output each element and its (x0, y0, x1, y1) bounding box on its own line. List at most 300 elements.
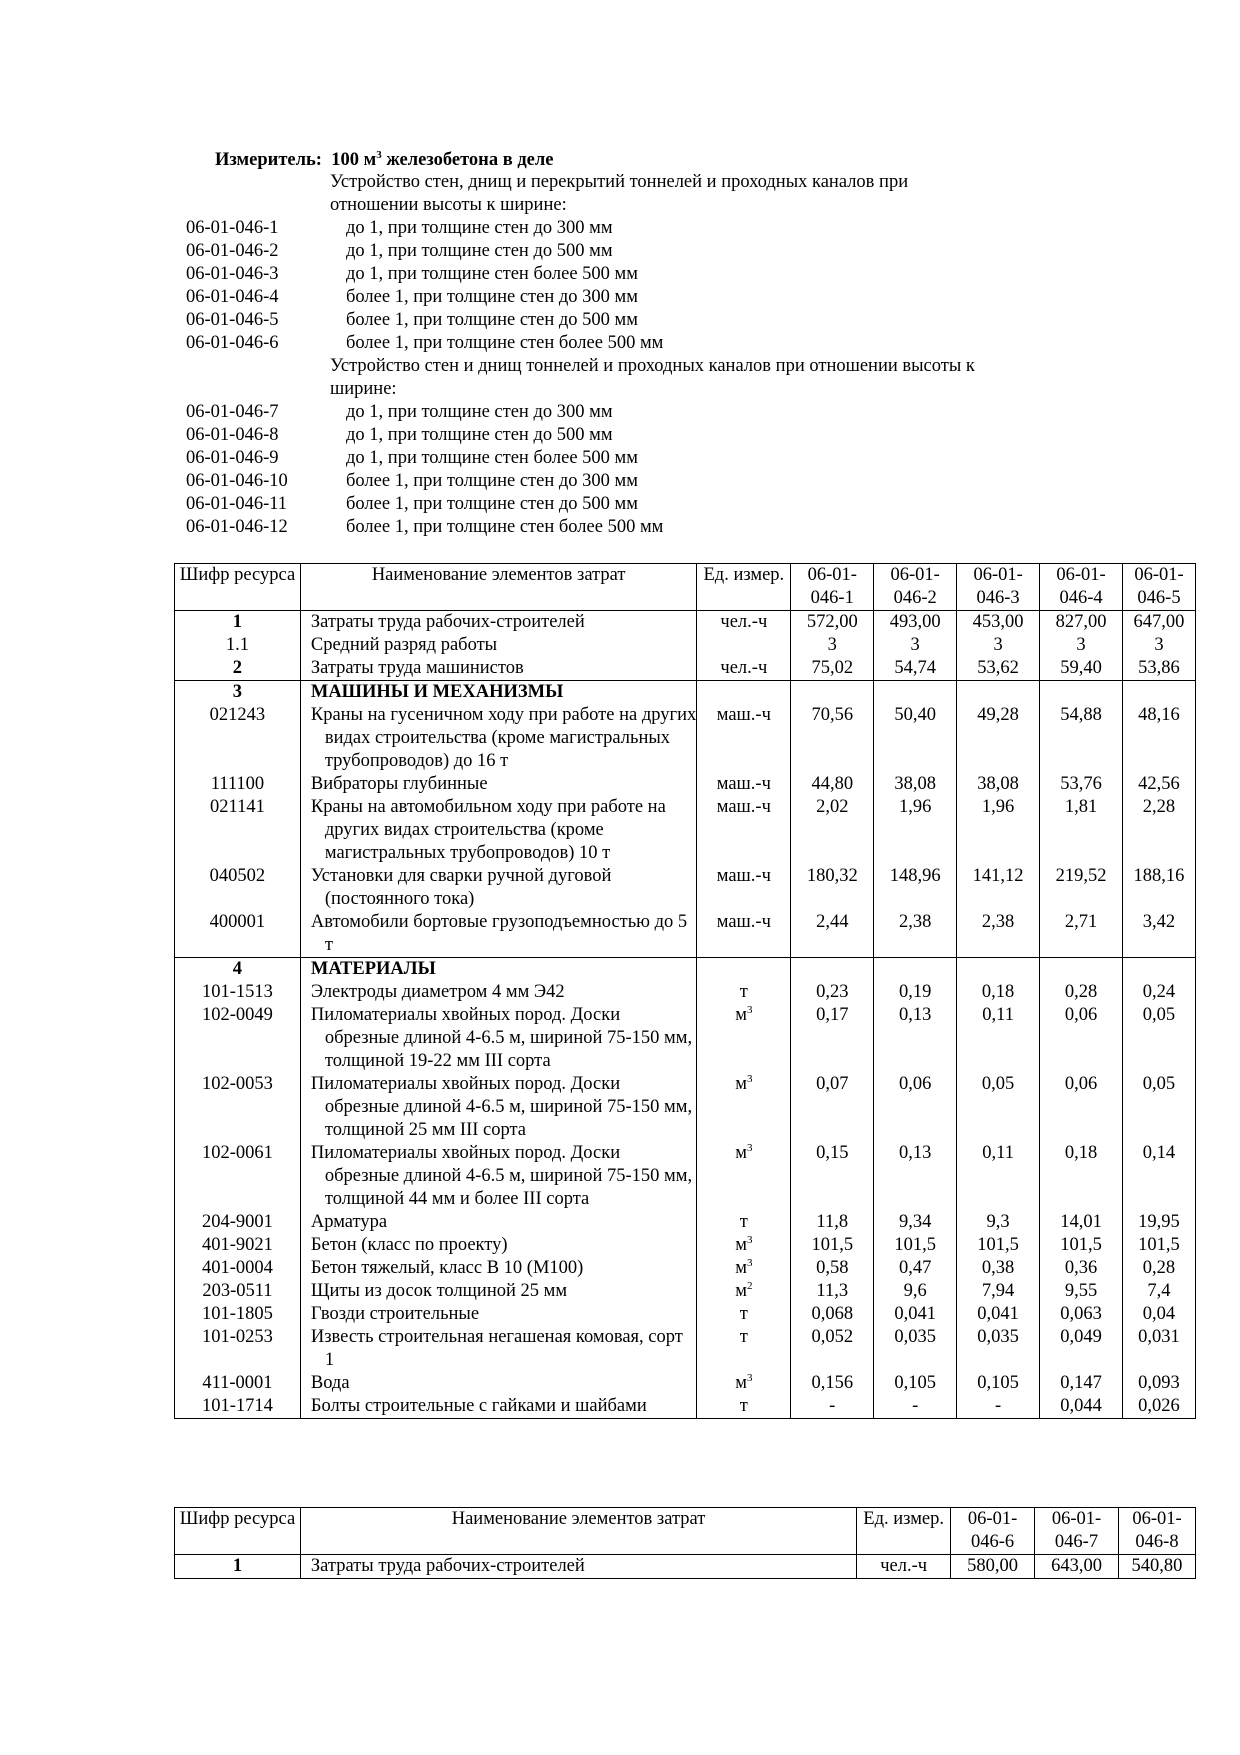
value-cell: 827,00 (1040, 611, 1123, 635)
resource-name-text: Установки для сварки ручной дуговой (постоянного тока) (310, 866, 612, 909)
table-row (175, 773, 1196, 796)
code-line (186, 378, 1086, 401)
value-cell: 0,026 (1122, 1395, 1195, 1419)
resource-name (300, 611, 697, 635)
resource-name-text: МАТЕРИАЛЫ (310, 959, 436, 979)
norm-code: 06-01-046-3 (186, 264, 279, 284)
value-cell: 0,06 (1040, 1073, 1123, 1142)
value-cell: 2,44 (791, 911, 874, 958)
resource-name-text: Бетон тяжелый, класс В 10 (М100) (310, 1258, 584, 1278)
unit-text: т (739, 1304, 748, 1324)
unit-text: м (735, 1281, 747, 1301)
norm-description: до 1, при толщине стен до 500 мм (346, 425, 613, 445)
unit (857, 1555, 951, 1579)
code-line (186, 263, 1086, 286)
resource-name-text: Бетон (класс по проекту) (310, 1235, 508, 1255)
table-row (175, 1142, 1196, 1211)
measure-label: Измеритель: (215, 150, 322, 170)
value-cell: 0,13 (874, 1004, 957, 1073)
resource-name-text: Затраты труда рабочих-строителей (310, 612, 585, 632)
value-cell: 0,063 (1040, 1303, 1123, 1326)
unit (697, 1326, 791, 1372)
code-line (186, 470, 1086, 493)
header-name: Наименование элементов затрат (300, 564, 697, 611)
unit-text: м (735, 1074, 747, 1094)
value-cell: 0,18 (957, 981, 1040, 1004)
value-cell: 540,80 (1118, 1555, 1195, 1579)
resource-name (300, 657, 697, 681)
table-row (175, 704, 1196, 773)
norm-description: более 1, при толщине стен до 300 мм (346, 471, 638, 491)
value-cell: 59,40 (1040, 657, 1123, 681)
table-row (175, 1257, 1196, 1280)
value-cell: 148,96 (874, 865, 957, 911)
norm-code: 06-01-046-4 (186, 287, 279, 307)
unit-text: м (735, 1373, 747, 1393)
code-line (186, 240, 1086, 263)
value-cell: 219,52 (1040, 865, 1123, 911)
value-cell: 0,58 (791, 1257, 874, 1280)
norm-description: более 1, при толщине стен более 500 мм (346, 333, 664, 353)
value-cell: 0,24 (1122, 981, 1195, 1004)
resource-code: 102-0061 (175, 1142, 301, 1211)
value-cell: 42,56 (1122, 773, 1195, 796)
value-cell: - (791, 1395, 874, 1419)
value-cell: 9,3 (957, 1211, 1040, 1234)
code-line (186, 447, 1086, 470)
unit (697, 1395, 791, 1419)
resource-name-text: Болты строительные с гайками и шайбами (310, 1396, 647, 1416)
unit-sup: 3 (746, 1141, 753, 1154)
value-cell: 0,13 (874, 1142, 957, 1211)
value-cell: 101,5 (957, 1234, 1040, 1257)
table-row (175, 611, 1196, 635)
unit (697, 981, 791, 1004)
header-unit: Ед. измер. (857, 1508, 951, 1555)
norm-description: до 1, при толщине стен до 300 мм (346, 218, 613, 238)
unit-sup: 3 (746, 1371, 753, 1384)
code-line (186, 493, 1086, 516)
resource-name-text: Пиломатериалы хвойных пород. Доски обрезные длиной 4-6.5 м, шириной 75-150 мм, толщиной 19-22 мм III сорта (310, 1005, 693, 1071)
resource-name (300, 1303, 697, 1326)
unit (697, 1303, 791, 1326)
resource-code: 401-9021 (175, 1234, 301, 1257)
value-cell: 0,05 (957, 1073, 1040, 1142)
value-cell (874, 681, 957, 705)
resource-name (300, 1073, 697, 1142)
value-cell: 0,28 (1040, 981, 1123, 1004)
resource-code: 203-0511 (175, 1280, 301, 1303)
value-cell: 0,07 (791, 1073, 874, 1142)
value-cell: 101,5 (874, 1234, 957, 1257)
resource-name (300, 1555, 856, 1579)
unit (697, 1257, 791, 1280)
resource-name (300, 1257, 697, 1280)
resource-name-text: Пиломатериалы хвойных пород. Доски обрезные длиной 4-6.5 м, шириной 75-150 мм, толщиной 44 мм и более III сорта (310, 1143, 693, 1209)
unit-text: чел.-ч (720, 658, 768, 678)
unit (697, 773, 791, 796)
value-cell: 53,76 (1040, 773, 1123, 796)
value-cell: 0,044 (1040, 1395, 1123, 1419)
value-cell: 0,11 (957, 1142, 1040, 1211)
table-row (175, 796, 1196, 865)
norm-code: 06-01-046-6 (186, 333, 279, 353)
resource-table-1 (174, 563, 1196, 1419)
code-line (186, 516, 1086, 539)
value-cell: 647,00 (1122, 611, 1195, 635)
unit (697, 865, 791, 911)
value-cell: 0,04 (1122, 1303, 1195, 1326)
resource-name (300, 1395, 697, 1419)
value-cell: 1,81 (1040, 796, 1123, 865)
header-unit: Ед. измер. (697, 564, 791, 611)
value-cell: 0,05 (1122, 1004, 1195, 1073)
value-cell: 2,28 (1122, 796, 1195, 865)
value-cell: 580,00 (951, 1555, 1035, 1579)
header-norm-column: 06-01-046-2 (874, 564, 957, 611)
value-cell: 0,068 (791, 1303, 874, 1326)
value-cell: 188,16 (1122, 865, 1195, 911)
table-row (175, 1211, 1196, 1234)
header-norm-column: 06-01-046-4 (1040, 564, 1123, 611)
resource-code: 1.1 (175, 634, 301, 657)
resource-code: 204-9001 (175, 1211, 301, 1234)
value-cell: 0,17 (791, 1004, 874, 1073)
code-line (186, 217, 1086, 240)
resource-name-text: Средний разряд работы (310, 635, 498, 655)
header-norm-column: 06-01-046-1 (791, 564, 874, 611)
resource-name (300, 1280, 697, 1303)
value-cell: 44,80 (791, 773, 874, 796)
table-row (175, 634, 1196, 657)
unit-text: маш.-ч (716, 705, 771, 725)
value-cell: 3,42 (1122, 911, 1195, 958)
resource-name (300, 1142, 697, 1211)
resource-name (300, 1211, 697, 1234)
resource-code: 2 (175, 657, 301, 681)
norm-code: 06-01-046-7 (186, 402, 279, 422)
value-cell: 0,19 (874, 981, 957, 1004)
value-cell: 0,041 (874, 1303, 957, 1326)
table-row (175, 865, 1196, 911)
value-cell: 0,15 (791, 1142, 874, 1211)
value-cell: 0,156 (791, 1372, 874, 1395)
unit (697, 704, 791, 773)
resource-name-text: Вода (310, 1373, 350, 1393)
resource-code: 411-0001 (175, 1372, 301, 1395)
unit (697, 611, 791, 635)
value-cell: 0,23 (791, 981, 874, 1004)
value-cell: 101,5 (1122, 1234, 1195, 1257)
value-cell: 0,035 (957, 1326, 1040, 1372)
unit-text: т (739, 982, 748, 1002)
value-cell (1122, 681, 1195, 705)
unit (697, 1142, 791, 1211)
unit (697, 634, 791, 657)
section-heading: ширине: (330, 379, 397, 399)
resource-name (300, 634, 697, 657)
value-cell: 0,11 (957, 1004, 1040, 1073)
header-row (175, 564, 1196, 611)
value-cell: 0,06 (1040, 1004, 1123, 1073)
resource-name (300, 1234, 697, 1257)
unit-text: т (739, 1212, 748, 1232)
code-line (186, 355, 1086, 378)
resource-name-text: Арматура (310, 1212, 388, 1232)
table-row (175, 1004, 1196, 1073)
unit-text: м (735, 1258, 747, 1278)
norm-description: более 1, при толщине стен до 500 мм (346, 494, 638, 514)
value-cell: 0,06 (874, 1073, 957, 1142)
resource-code: 3 (175, 681, 301, 705)
header-code: Шифр ресурса (175, 564, 301, 611)
value-cell: - (957, 1395, 1040, 1419)
table-row (175, 1372, 1196, 1395)
value-cell: 0,105 (957, 1372, 1040, 1395)
unit-text: м (735, 1143, 747, 1163)
table-row (175, 1280, 1196, 1303)
resource-table-2 (174, 1507, 1196, 1579)
resource-name (300, 865, 697, 911)
code-line (186, 309, 1086, 332)
resource-name (300, 1326, 697, 1372)
resource-name-text: Щиты из досок толщиной 25 мм (310, 1281, 568, 1301)
value-cell: 0,041 (957, 1303, 1040, 1326)
section-heading: Устройство стен, днищ и перекрытий тоннелей и проходных каналов при (330, 172, 909, 192)
resource-code: 400001 (175, 911, 301, 958)
table-row (175, 1073, 1196, 1142)
value-cell: 0,052 (791, 1326, 874, 1372)
unit-sup: 3 (746, 1233, 753, 1246)
value-cell: 2,38 (874, 911, 957, 958)
unit (697, 1372, 791, 1395)
unit-text: маш.-ч (716, 866, 771, 886)
value-cell: 7,4 (1122, 1280, 1195, 1303)
value-cell (791, 681, 874, 705)
value-cell: 643,00 (1035, 1555, 1119, 1579)
value-cell: 54,74 (874, 657, 957, 681)
resource-code: 102-0053 (175, 1073, 301, 1142)
table-row (175, 958, 1196, 982)
unit (697, 1234, 791, 1257)
table-row (175, 1395, 1196, 1419)
resource-name (300, 958, 697, 982)
value-cell: 0,38 (957, 1257, 1040, 1280)
unit (697, 1211, 791, 1234)
norm-description: до 1, при толщине стен более 500 мм (346, 264, 638, 284)
value-cell: 53,62 (957, 657, 1040, 681)
header-norm-column: 06-01-046-6 (951, 1508, 1035, 1555)
norm-code: 06-01-046-12 (186, 517, 288, 537)
resource-name-text: Автомобили бортовые грузоподъемностью до 5 т (310, 912, 688, 955)
header-norm-column: 06-01-046-8 (1118, 1508, 1195, 1555)
unit-text: м (735, 1235, 747, 1255)
value-cell: 0,031 (1122, 1326, 1195, 1372)
header-row (175, 1508, 1196, 1555)
value-cell: 11,3 (791, 1280, 874, 1303)
resource-code: 101-0253 (175, 1326, 301, 1372)
resource-name-text: Затраты труда машинистов (310, 658, 524, 678)
header-norm-column: 06-01-046-7 (1035, 1508, 1119, 1555)
value-cell: 1,96 (957, 796, 1040, 865)
unit-text: т (739, 1396, 748, 1416)
code-line (186, 194, 1086, 217)
value-cell (957, 681, 1040, 705)
resource-name (300, 981, 697, 1004)
resource-name-text: Вибраторы глубинные (310, 774, 488, 794)
norm-description: более 1, при толщине стен более 500 мм (346, 517, 664, 537)
unit (697, 681, 791, 705)
value-cell: 0,049 (1040, 1326, 1123, 1372)
resource-code: 021141 (175, 796, 301, 865)
value-cell: 0,14 (1122, 1142, 1195, 1211)
norm-description: до 1, при толщине стен более 500 мм (346, 448, 638, 468)
unit (697, 958, 791, 982)
measure-sup: 3 (376, 148, 382, 161)
resource-name (300, 1372, 697, 1395)
resource-name-text: Краны на автомобильном ходу при работе на других видах строительства (кроме магистральных трубопроводов) 10 т (310, 797, 666, 863)
value-cell: 70,56 (791, 704, 874, 773)
resource-name (300, 1004, 697, 1073)
value-cell: 0,05 (1122, 1073, 1195, 1142)
header-norm-column: 06-01-046-5 (1122, 564, 1195, 611)
value-cell: 141,12 (957, 865, 1040, 911)
resource-name (300, 773, 697, 796)
resource-code: 101-1714 (175, 1395, 301, 1419)
norm-description: до 1, при толщине стен до 500 мм (346, 241, 613, 261)
table-row (175, 1326, 1196, 1372)
unit-text: т (739, 1327, 748, 1347)
norm-code: 06-01-046-9 (186, 448, 279, 468)
norm-code: 06-01-046-8 (186, 425, 279, 445)
resource-code: 102-0049 (175, 1004, 301, 1073)
header-code: Шифр ресурса (175, 1508, 301, 1555)
value-cell: 453,00 (957, 611, 1040, 635)
resource-name-text: Пиломатериалы хвойных пород. Доски обрезные длиной 4-6.5 м, шириной 75-150 мм, толщиной 25 мм III сорта (310, 1074, 693, 1140)
norm-code: 06-01-046-5 (186, 310, 279, 330)
code-line (186, 171, 1086, 194)
unit-text: м (735, 1005, 747, 1025)
resource-name-text: Краны на гусеничном ходу при работе на других видах строительства (кроме магистральных трубопроводов) до 16 т (310, 705, 697, 771)
value-cell: 38,08 (874, 773, 957, 796)
value-cell: 7,94 (957, 1280, 1040, 1303)
unit-text: маш.-ч (716, 774, 771, 794)
section-heading: Устройство стен и днищ тоннелей и проходных каналов при отношении высоты к (330, 356, 975, 376)
value-cell: 2,02 (791, 796, 874, 865)
value-cell: 11,8 (791, 1211, 874, 1234)
header-name: Наименование элементов затрат (300, 1508, 856, 1555)
unit (697, 1004, 791, 1073)
unit (697, 911, 791, 958)
norm-code: 06-01-046-2 (186, 241, 279, 261)
resource-code: 401-0004 (175, 1257, 301, 1280)
table-row (175, 1303, 1196, 1326)
resource-name (300, 681, 697, 705)
unit-sup: 2 (746, 1279, 753, 1292)
unit (697, 657, 791, 681)
code-line (186, 401, 1086, 424)
value-cell: 101,5 (1040, 1234, 1123, 1257)
value-cell: 75,02 (791, 657, 874, 681)
value-cell: 0,093 (1122, 1372, 1195, 1395)
header-norm-column: 06-01-046-3 (957, 564, 1040, 611)
unit (697, 1073, 791, 1142)
unit-sup: 3 (746, 1072, 753, 1085)
value-cell: 572,00 (791, 611, 874, 635)
value-cell: 3 (1122, 634, 1195, 657)
value-cell: 3 (874, 634, 957, 657)
unit-text: чел.-ч (720, 612, 768, 632)
resource-code: 1 (175, 1555, 301, 1579)
value-cell: 53,86 (1122, 657, 1195, 681)
value-cell: 0,18 (1040, 1142, 1123, 1211)
resource-code: 101-1805 (175, 1303, 301, 1326)
norm-code: 06-01-046-1 (186, 218, 279, 238)
unit (697, 796, 791, 865)
value-cell: 9,34 (874, 1211, 957, 1234)
value-cell: 0,147 (1040, 1372, 1123, 1395)
value-cell: 48,16 (1122, 704, 1195, 773)
resource-name-text: Известь строительная негашеная комовая, сорт 1 (310, 1327, 683, 1370)
resource-name-text: Гвозди строительные (310, 1304, 480, 1324)
unit-sup: 3 (746, 1003, 753, 1016)
value-cell: 3 (791, 634, 874, 657)
measure-rest: железобетона в деле (381, 150, 554, 170)
resource-name (300, 796, 697, 865)
resource-code: 101-1513 (175, 981, 301, 1004)
value-cell: 54,88 (1040, 704, 1123, 773)
value-cell: 9,55 (1040, 1280, 1123, 1303)
value-cell: 3 (957, 634, 1040, 657)
value-cell (957, 958, 1040, 982)
value-cell (791, 958, 874, 982)
unit-text: чел.-ч (880, 1556, 928, 1576)
code-line (186, 424, 1086, 447)
value-cell (1122, 958, 1195, 982)
code-line (186, 286, 1086, 309)
resource-code: 4 (175, 958, 301, 982)
norm-description: более 1, при толщине стен до 500 мм (346, 310, 638, 330)
measure-value: 100 м (331, 150, 377, 170)
code-line (186, 332, 1086, 355)
resource-name-text: Затраты труда рабочих-строителей (310, 1556, 585, 1576)
table-row (175, 1555, 1196, 1579)
resource-name (300, 704, 697, 773)
resource-name-text: Электроды диаметром 4 мм Э42 (310, 982, 565, 1002)
unit-text: маш.-ч (716, 797, 771, 817)
table-row (175, 981, 1196, 1004)
code-list (186, 171, 1086, 539)
value-cell: 19,95 (1122, 1211, 1195, 1234)
value-cell: 493,00 (874, 611, 957, 635)
norm-description: до 1, при толщине стен до 300 мм (346, 402, 613, 422)
value-cell: 50,40 (874, 704, 957, 773)
value-cell: 0,035 (874, 1326, 957, 1372)
value-cell: 3 (1040, 634, 1123, 657)
resource-code: 1 (175, 611, 301, 635)
resource-code: 111100 (175, 773, 301, 796)
value-cell: 38,08 (957, 773, 1040, 796)
unit (697, 1280, 791, 1303)
resource-code: 040502 (175, 865, 301, 911)
value-cell (1040, 958, 1123, 982)
value-cell (874, 958, 957, 982)
value-cell: 2,38 (957, 911, 1040, 958)
value-cell: - (874, 1395, 957, 1419)
unit-text: маш.-ч (716, 912, 771, 932)
value-cell: 0,36 (1040, 1257, 1123, 1280)
unit-sup: 3 (746, 1256, 753, 1269)
